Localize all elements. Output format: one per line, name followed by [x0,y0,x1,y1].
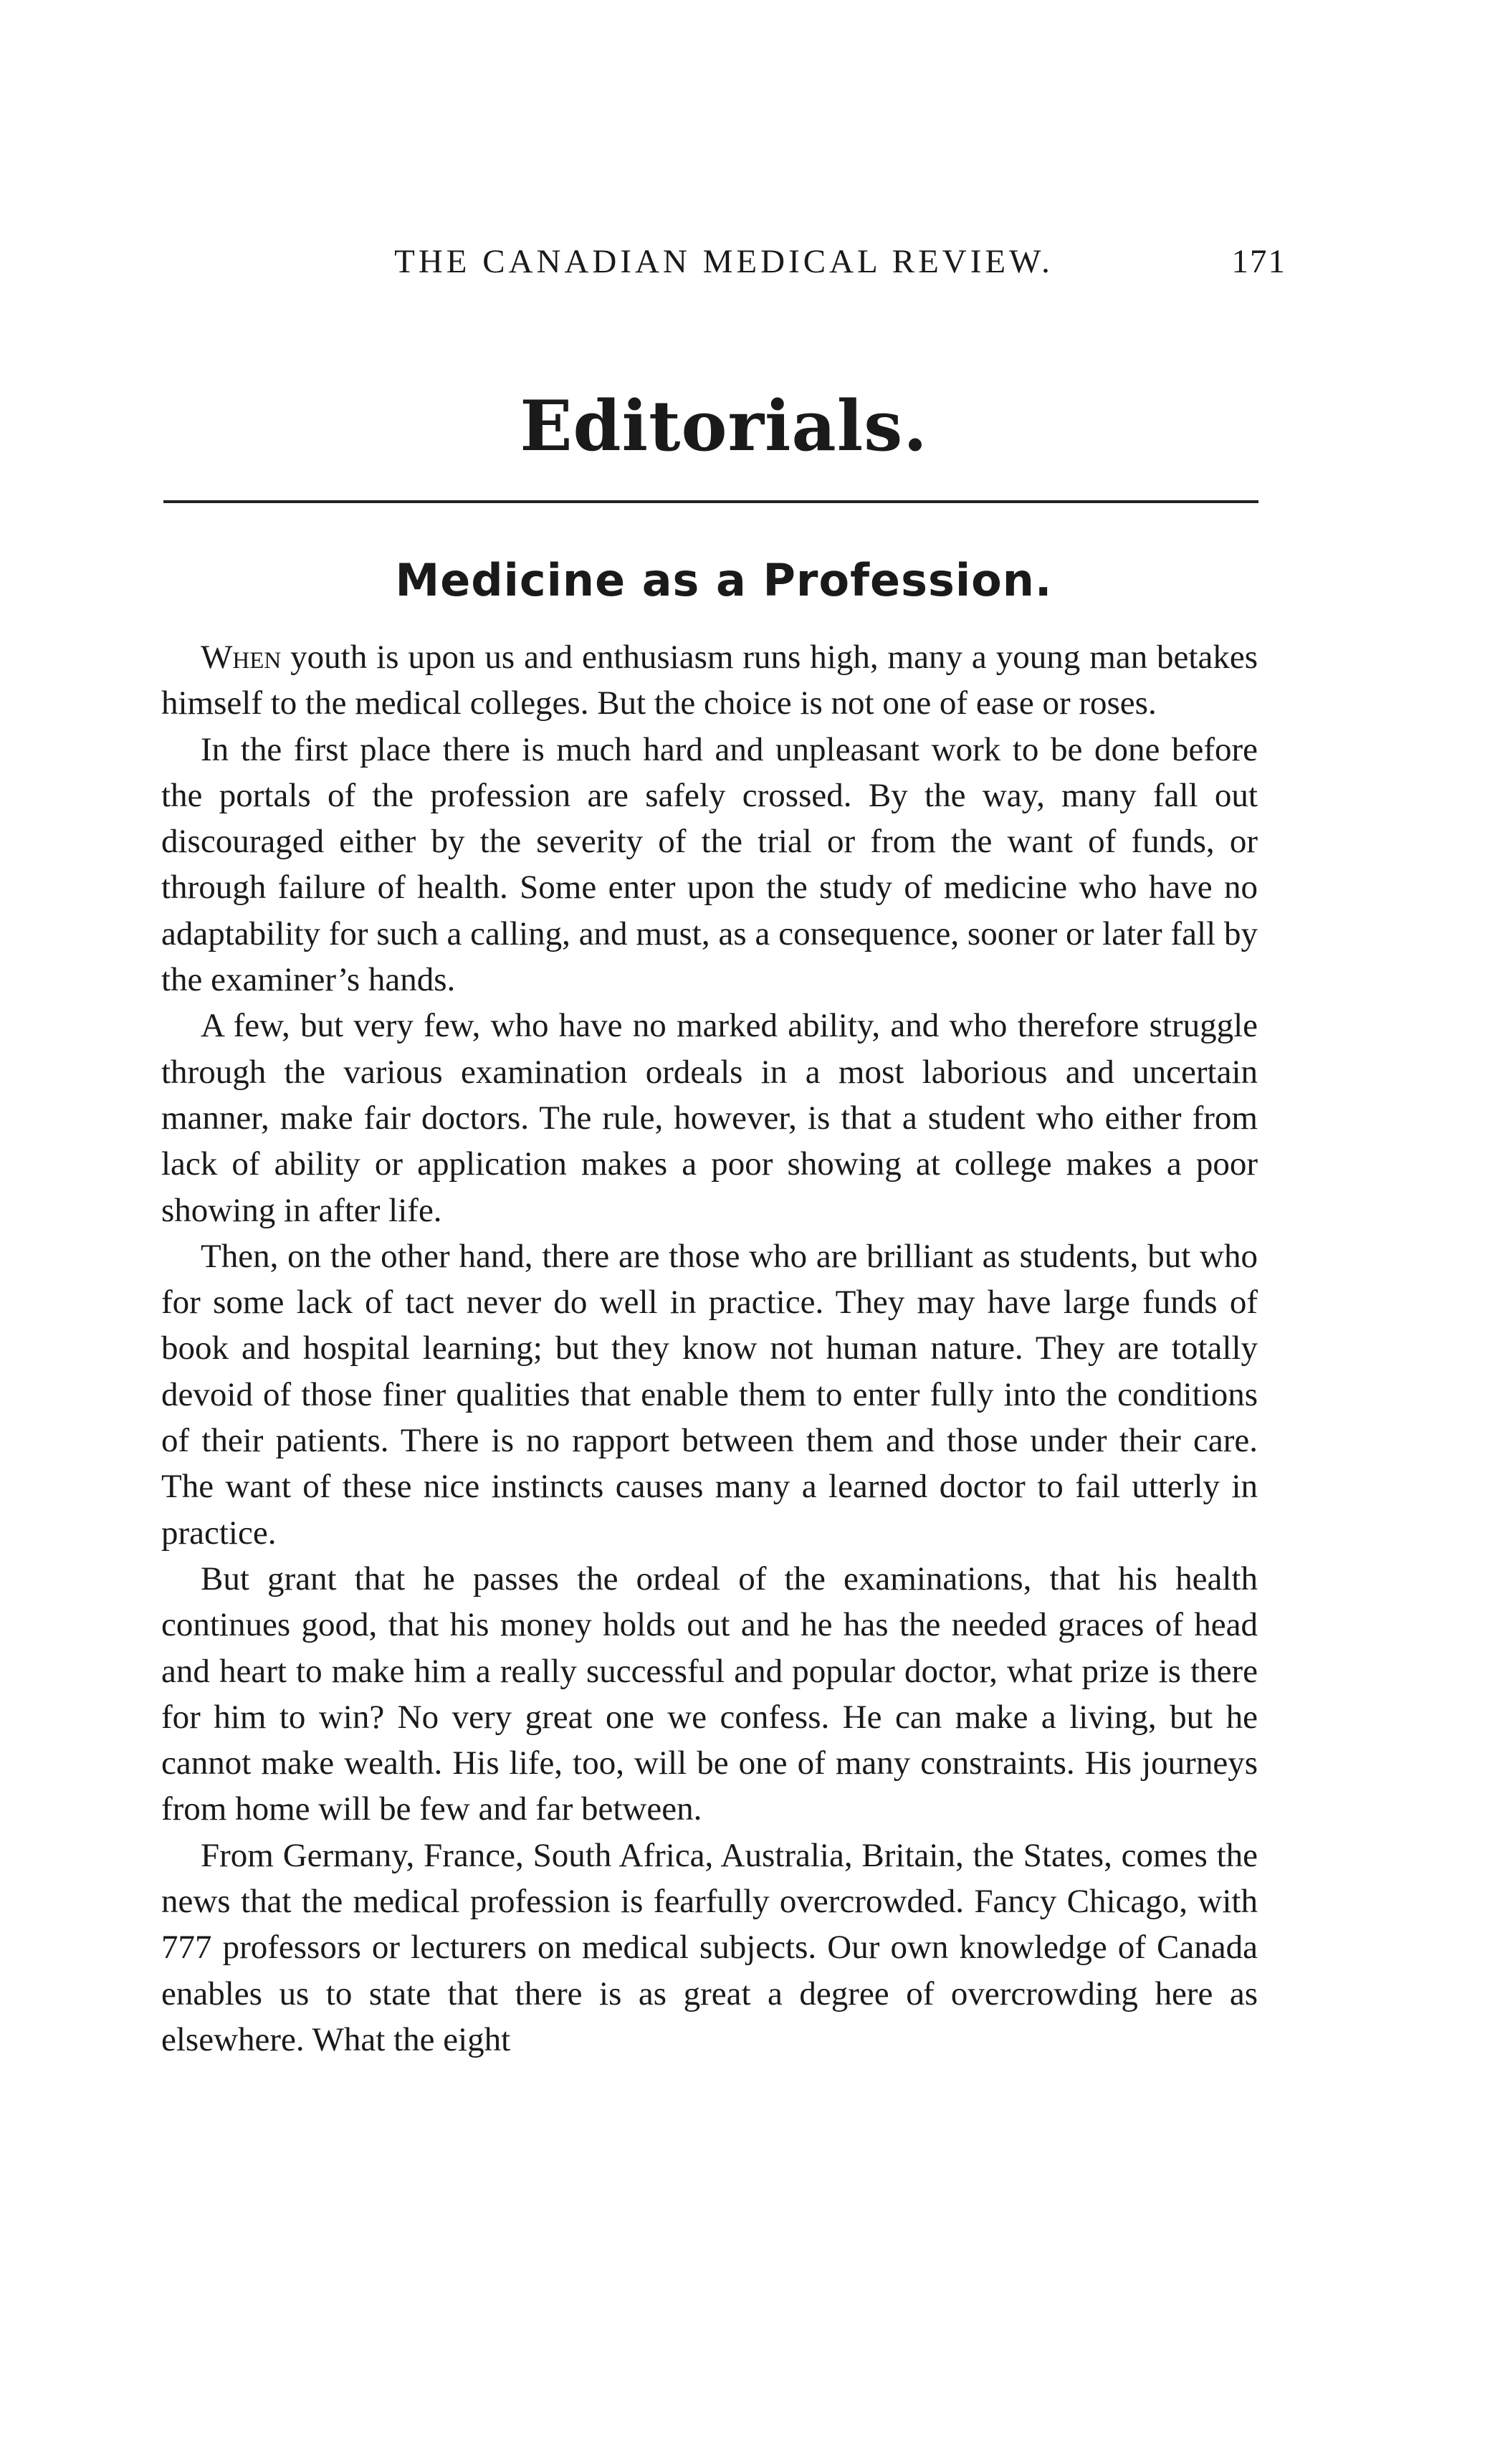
article-paragraph [161,634,1258,727]
article-paragraph: In the first place there is much hard and unpleasant work to be done before the portals of the profession are safely crossed. By the way, many fall out discouraged either by the severity of the trial or from the want of funds, or through failure of health. Some enter upon the study of medicine who have no adaptability for such a calling, and must, as a consequence, sooner or later fall by the examiner’s hands. [161,730,1258,999]
drop-word: When [201,639,282,676]
journal-title: THE CANADIAN MEDICAL REVIEW. [394,243,1054,280]
section-title: Editorials. [520,386,928,467]
section-divider [163,500,1258,503]
article-paragraph: But grant that he passes the ordeal of the examinations, that his health continues good, that his money holds out and he has the needed graces of head and heart to make him a really successful and popular doctor, what prize is there for him to win? No very great one we confess. He can make a living, but he cannot make wealth. His life, too, will be one of many constraints. His journeys from home will be few and far between. [161,1560,1258,1828]
paragraph-text: youth is upon us and enthusiasm runs high, many a young man betakes himself to the medical colleges. But the choice is not one of ease or roses. [161,639,1258,722]
article-paragraph: A few, but very few, who have no marked ability, and who therefore struggle through the various examination ordeals in a most laborious and uncertain manner, make fair doctors. The rule, however, is that a student who either from lack of ability or application makes a poor showing at college makes a poor showing in after life. [161,1007,1258,1229]
running-header [161,240,1286,283]
page-number: 171 [1231,243,1286,280]
article-title: Medicine as a Profession. [395,554,1053,606]
article-body [161,634,1258,2063]
article-paragraph: From Germany, France, South Africa, Australia, Britain, the States, comes the news that the medical profession is fearfully overcrowded. Fancy Chicago, with 777 professors or lecturers on medical subjects. Our own knowledge of Canada enables us to state that there is as great a degree of overcrowding here as elsewhere. What the eight [161,1836,1258,2058]
article-paragraph: Then, on the other hand, there are those who are brilliant as students, but who for some lack of tact never do well in practice. They may have large funds of book and hospital learning; but they know not human nature. They are totally devoid of those finer qualities that enable them to enter fully into the conditions of their patients. There is no rapport between them and those under their care. The want of these nice instincts causes many a learned doctor to fail utterly in practice. [161,1237,1258,1552]
